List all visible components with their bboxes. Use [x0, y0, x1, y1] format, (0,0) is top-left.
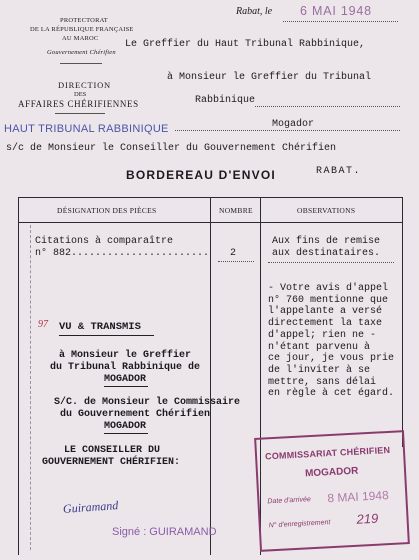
observations-underline — [268, 262, 394, 263]
transmis-title: VU & TRANSMIS — [59, 321, 141, 333]
address-line-5: s/c de Monsieur le Conseiller du Gouvernement Chérifien — [6, 143, 337, 154]
date-underline — [283, 21, 398, 22]
handwritten-signature: Guiramand — [62, 498, 119, 516]
transmis-line-5: du Gouvernement Chérifien — [60, 409, 211, 420]
transmis-line-7: LE CONSEILLER DU — [64, 445, 161, 456]
header-observations: OBSERVATIONS — [297, 206, 356, 215]
transmis-line-2: du Tribunal Rabbinique de — [50, 362, 201, 373]
stamp-title: COMMISSARIAT CHÉRIFIEN — [264, 444, 391, 462]
handwritten-number: 97 — [38, 319, 48, 330]
rabat-label: RABAT. — [316, 166, 362, 177]
signature-printed: Signé : GUIRAMAND — [112, 526, 217, 538]
date-stamp: 6 MAI 1948 — [300, 4, 372, 18]
header-rule-1 — [60, 63, 102, 64]
address-dotted-2 — [175, 130, 400, 131]
transmis-line-6: MOGADOR — [104, 421, 147, 432]
nombre-value: 2 — [230, 248, 237, 259]
protectorat-line-3: AU MAROC — [62, 35, 99, 42]
transmis-mogador-underline-2 — [104, 433, 148, 434]
gouvernement-label: Gouvernement Chérifien — [47, 49, 116, 56]
reception-stamp — [254, 430, 410, 552]
address-line-4: Mogador — [272, 119, 315, 130]
transmis-line-3: MOGADOR — [104, 374, 147, 385]
table-dashed-divider — [30, 225, 31, 550]
address-dotted-1 — [255, 106, 400, 107]
header-rule-2 — [55, 113, 105, 114]
stamp-arrival-date: 8 MAI 1948 — [327, 488, 390, 506]
observation-line: mettre, sans délai — [268, 376, 377, 388]
observation-line: de l'inviter à se — [268, 364, 371, 376]
address-line-2: à Monsieur le Greffier du Tribunal — [167, 72, 372, 83]
affaires-label: AFFAIRES CHÉRIFIENNES — [18, 99, 139, 109]
direction-des: DES — [74, 91, 87, 98]
transmis-underline — [59, 335, 154, 336]
observation-line: n'étant parvenu à — [268, 341, 371, 353]
stamp-place: MOGADOR — [304, 465, 359, 480]
observation-line: ce jour, je vous prie — [268, 353, 395, 365]
address-line-3: Rabbinique — [195, 95, 256, 106]
place-prefix: Rabat, le — [236, 6, 273, 17]
observations-detail — [268, 283, 394, 400]
transmis-line-4: S/C. de Monsieur le Commissaire — [54, 397, 241, 408]
table-right-border — [402, 197, 403, 447]
designation-line-1: Citations à comparaître — [35, 236, 174, 247]
table-col-1-border — [210, 197, 211, 555]
stamp-registration-number: 219 — [356, 510, 379, 527]
observations-line-1: Aux fins de remise — [272, 236, 381, 247]
header-nombre: NOMBRE — [219, 206, 253, 215]
observation-line: d'appel; rien ne - — [268, 329, 377, 341]
observation-line: n° 760 mentionne que — [268, 294, 389, 306]
transmis-line-1: à Monsieur le Greffier — [59, 350, 192, 361]
stamp-registration-label: N° d'enregistrement — [268, 519, 331, 530]
tribunal-stamp: HAUT TRIBUNAL RABBINIQUE — [4, 123, 169, 135]
document-title: BORDEREAU D'ENVOI — [126, 168, 276, 182]
observations-line-2: aux destinataires. — [272, 248, 381, 259]
observation-line: en règle à cet égard. — [268, 388, 395, 400]
nombre-underline — [218, 261, 254, 262]
observation-line: l'appelante a versé — [268, 306, 383, 318]
table-left-border — [18, 197, 19, 555]
protectorat-line-1: PROTECTORAT — [60, 17, 108, 24]
observation-line: directement la taxe — [268, 318, 383, 330]
designation-line-2: n° 882....................... — [35, 248, 210, 259]
observation-line: - Votre avis d'appel — [268, 283, 389, 294]
transmis-line-8: GOUVERNEMENT CHÉRIFIEN: — [42, 457, 181, 468]
address-line-1: Le Greffier du Haut Tribunal Rabbinique, — [125, 39, 366, 50]
protectorat-line-2: DE LA RÉPUBLIQUE FRANÇAISE — [30, 26, 134, 33]
direction-label: DIRECTION — [58, 80, 111, 90]
transmis-mogador-underline — [104, 386, 148, 387]
stamp-arrival-label: Date d'arrivée — [267, 496, 311, 506]
header-designation: DÉSIGNATION DES PIÈCES — [57, 206, 157, 215]
